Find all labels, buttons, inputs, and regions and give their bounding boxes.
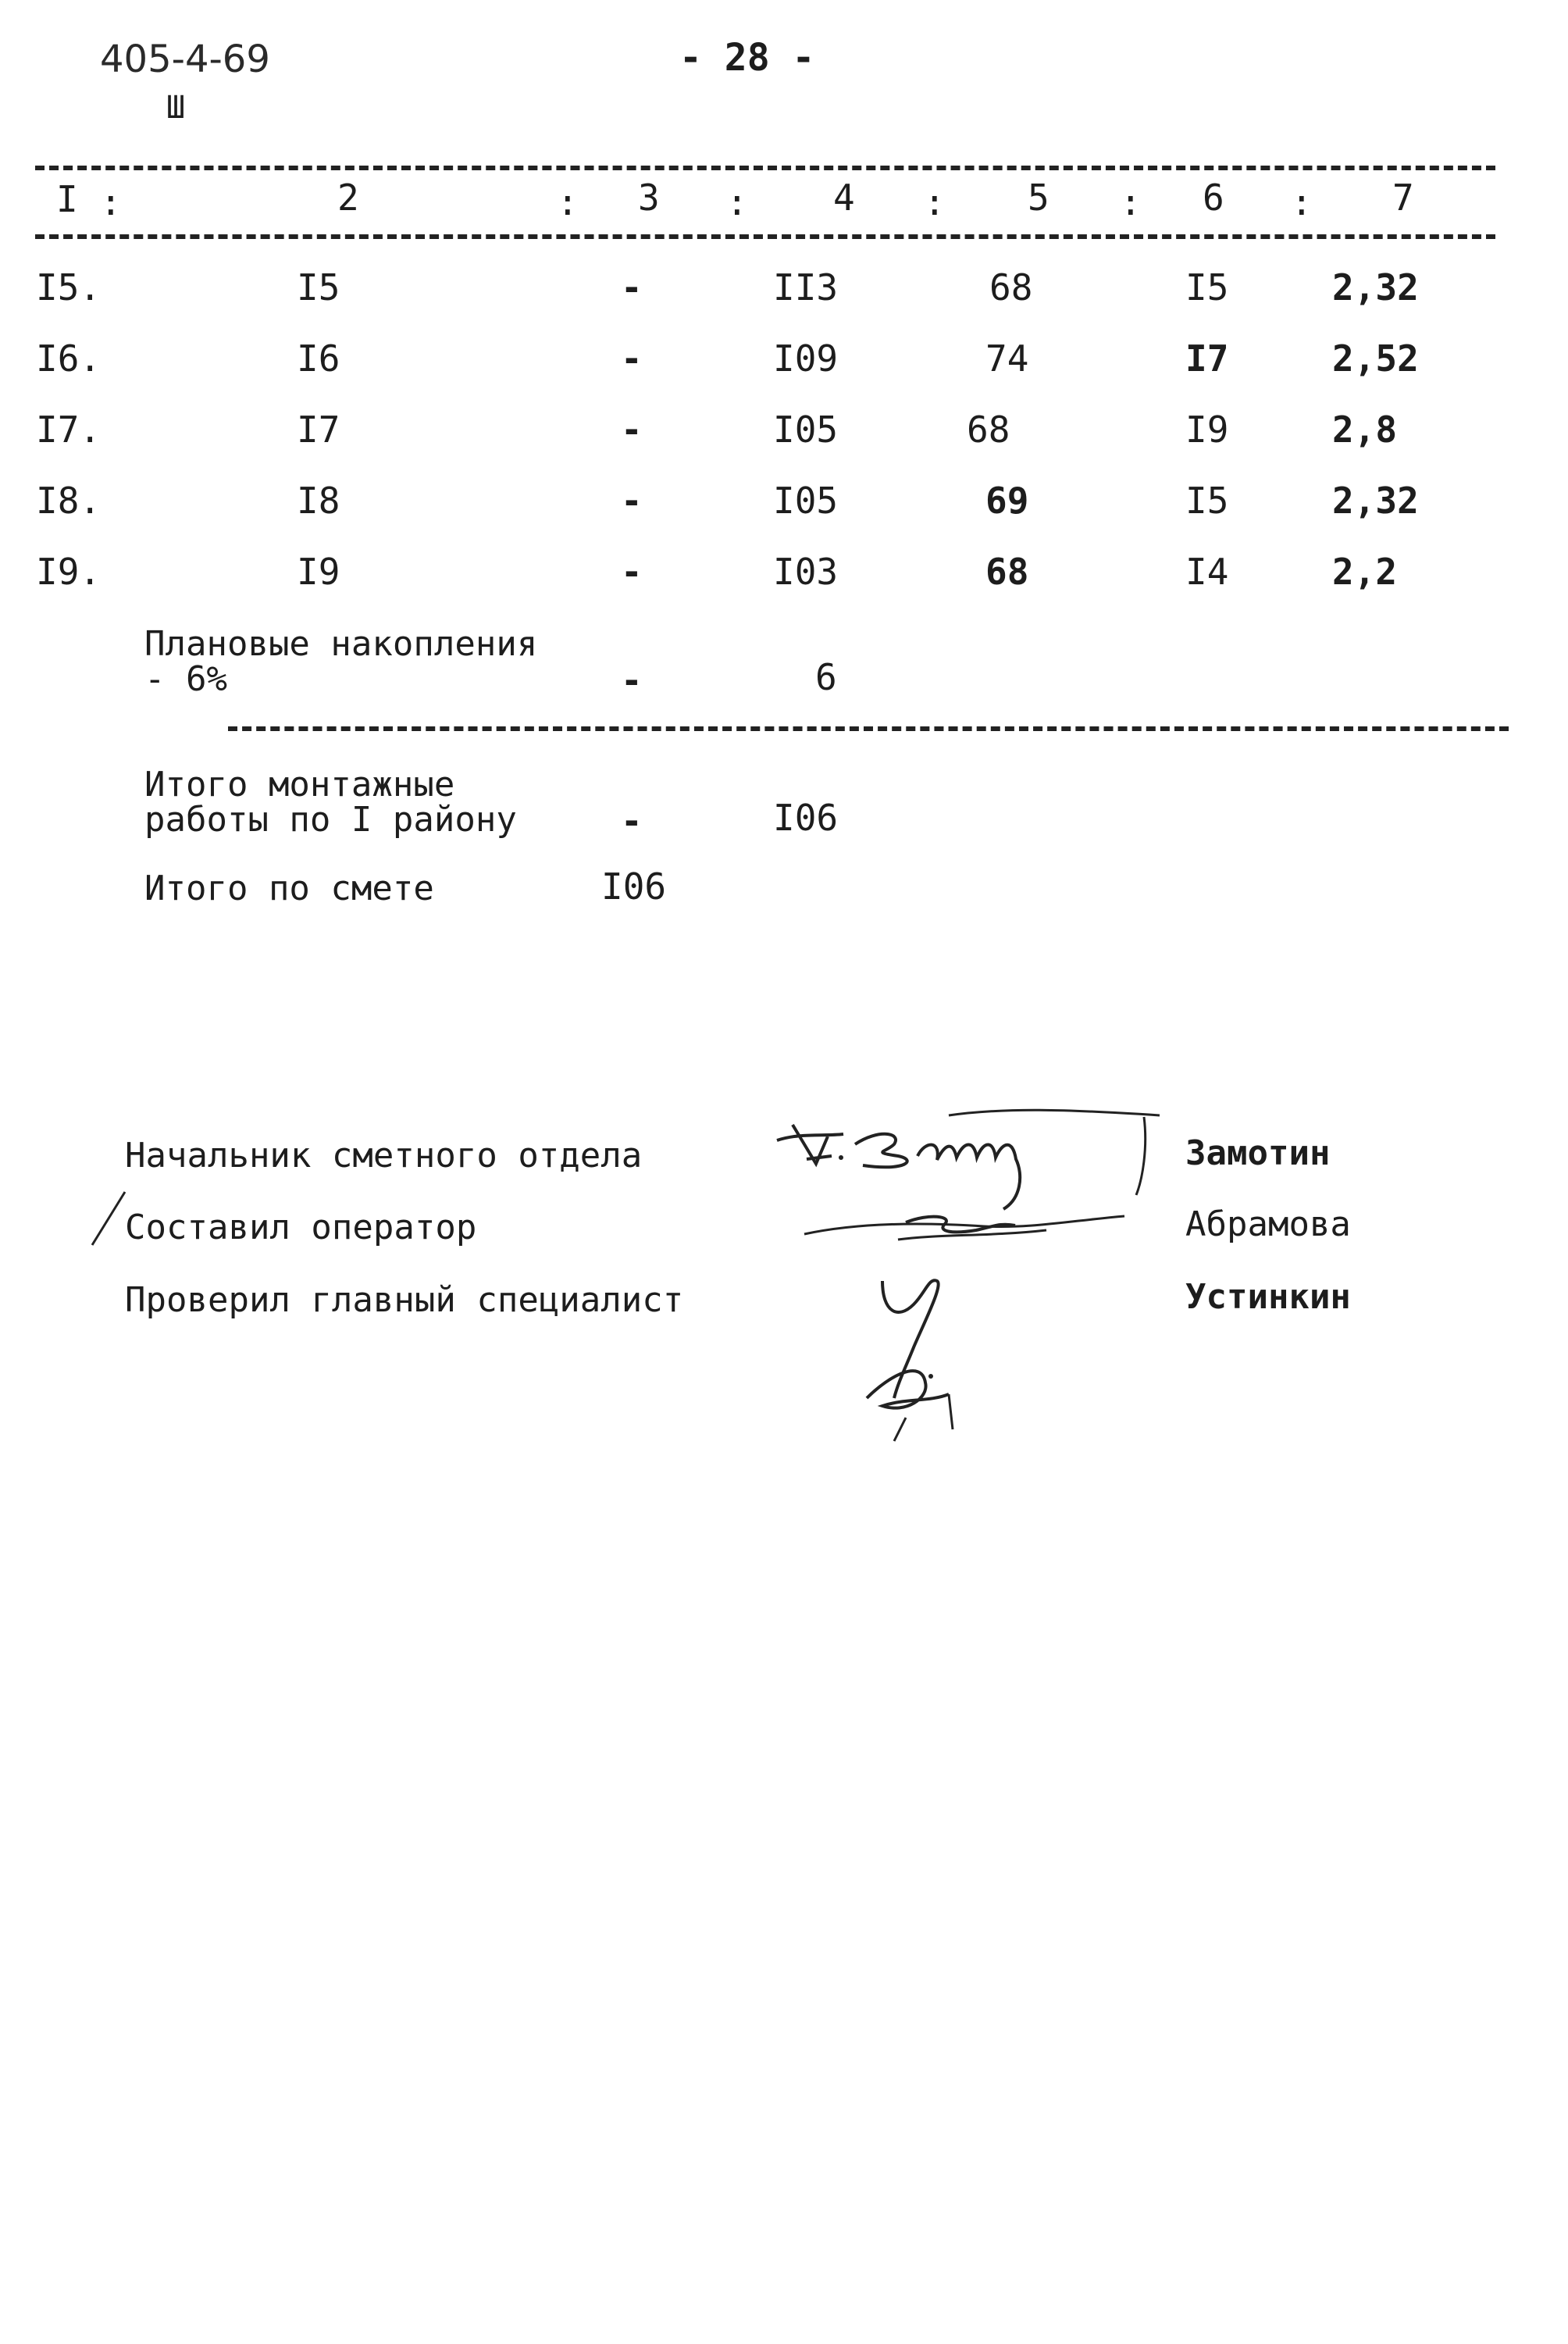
planned-label-line1: Плановые накопления xyxy=(144,624,538,664)
cell-col3: - xyxy=(621,266,643,309)
signature-role-2: Составил оператор xyxy=(125,1208,477,1247)
cell-col2: I9 xyxy=(297,551,340,593)
cell-col4: I03 xyxy=(773,551,839,593)
cell-col4: I05 xyxy=(773,409,839,451)
planned-col3: - xyxy=(621,659,643,701)
column-separator: : xyxy=(1291,181,1313,223)
cell-col5: 74 xyxy=(985,337,1029,380)
cell-col5: 69 xyxy=(985,480,1029,522)
subtotal-rule xyxy=(228,726,1509,731)
cell-col6: I5 xyxy=(1185,266,1229,309)
cell-col7: 2,32 xyxy=(1332,480,1419,522)
cell-col6: I9 xyxy=(1185,409,1229,451)
cell-col7: 2,52 xyxy=(1332,337,1419,380)
page-number: - 28 - xyxy=(679,36,815,80)
column-header-6: 6 xyxy=(1203,177,1224,219)
column-header-5: 5 xyxy=(1028,177,1049,219)
total-montage-label-line1: Итого монтажные xyxy=(144,765,455,805)
cell-col3: - xyxy=(621,409,643,451)
cell-col6: I5 xyxy=(1185,480,1229,522)
row-number: I6. xyxy=(36,337,102,380)
total-estimate-label: Итого по смете xyxy=(144,869,434,908)
cell-col7: 2,32 xyxy=(1332,266,1419,309)
column-header-4: 4 xyxy=(833,177,855,219)
table-header-rule xyxy=(35,234,1495,239)
column-separator: : xyxy=(557,181,579,223)
volume-number: Ш xyxy=(166,90,186,126)
cell-col4: I05 xyxy=(773,480,839,522)
column-separator: : xyxy=(100,181,122,223)
total-montage-col3: - xyxy=(621,800,643,842)
document-code: 405-4-69 xyxy=(100,37,270,81)
cell-col2: I5 xyxy=(297,266,340,309)
cell-col5: 68 xyxy=(985,551,1029,593)
cell-col4: II3 xyxy=(773,266,839,309)
cell-col3: - xyxy=(621,337,643,380)
handwritten-signature-3 xyxy=(851,1265,992,1445)
cell-col6: I4 xyxy=(1185,551,1229,593)
handwritten-tick-mark xyxy=(86,1187,133,1250)
column-separator: : xyxy=(924,181,946,223)
signature-name-1: Замотин xyxy=(1185,1133,1331,1173)
column-header-2: 2 xyxy=(337,177,359,219)
column-header-3: 3 xyxy=(638,177,660,219)
signature-role-3: Проверил главный специалист xyxy=(125,1280,684,1320)
signature-name-3: Устинкин xyxy=(1185,1277,1351,1317)
cell-col6: I7 xyxy=(1185,337,1229,380)
cell-col5: 68 xyxy=(989,266,1033,309)
cell-col3: - xyxy=(621,480,643,522)
total-montage-label-line2: работы по I району xyxy=(144,800,517,840)
row-number: I5. xyxy=(36,266,102,309)
column-separator: : xyxy=(1120,181,1142,223)
cell-col7: 2,2 xyxy=(1332,551,1398,593)
planned-label-line2: - 6% xyxy=(144,659,227,699)
cell-col2: I6 xyxy=(297,337,340,380)
column-header-7: 7 xyxy=(1392,177,1414,219)
cell-col2: I7 xyxy=(297,409,340,451)
cell-col4: I09 xyxy=(773,337,839,380)
signature-name-2: Абрамова xyxy=(1185,1204,1351,1244)
total-montage-col4: I06 xyxy=(773,797,839,839)
cell-col7: 2,8 xyxy=(1332,409,1398,451)
row-number: I8. xyxy=(36,480,102,522)
cell-col3: - xyxy=(621,551,643,593)
row-number: I9. xyxy=(36,551,102,593)
cell-col5: 68 xyxy=(967,409,1010,451)
total-estimate-value: I06 xyxy=(601,865,667,908)
column-separator: : xyxy=(726,181,748,223)
column-header-1: I xyxy=(56,178,78,220)
cell-col2: I8 xyxy=(297,480,340,522)
table-top-rule xyxy=(35,166,1495,170)
row-number: I7. xyxy=(36,409,102,451)
handwritten-signature-2 xyxy=(796,1199,1140,1254)
signature-role-1: Начальник сметного отдела xyxy=(125,1136,643,1176)
planned-col4: 6 xyxy=(815,656,837,698)
